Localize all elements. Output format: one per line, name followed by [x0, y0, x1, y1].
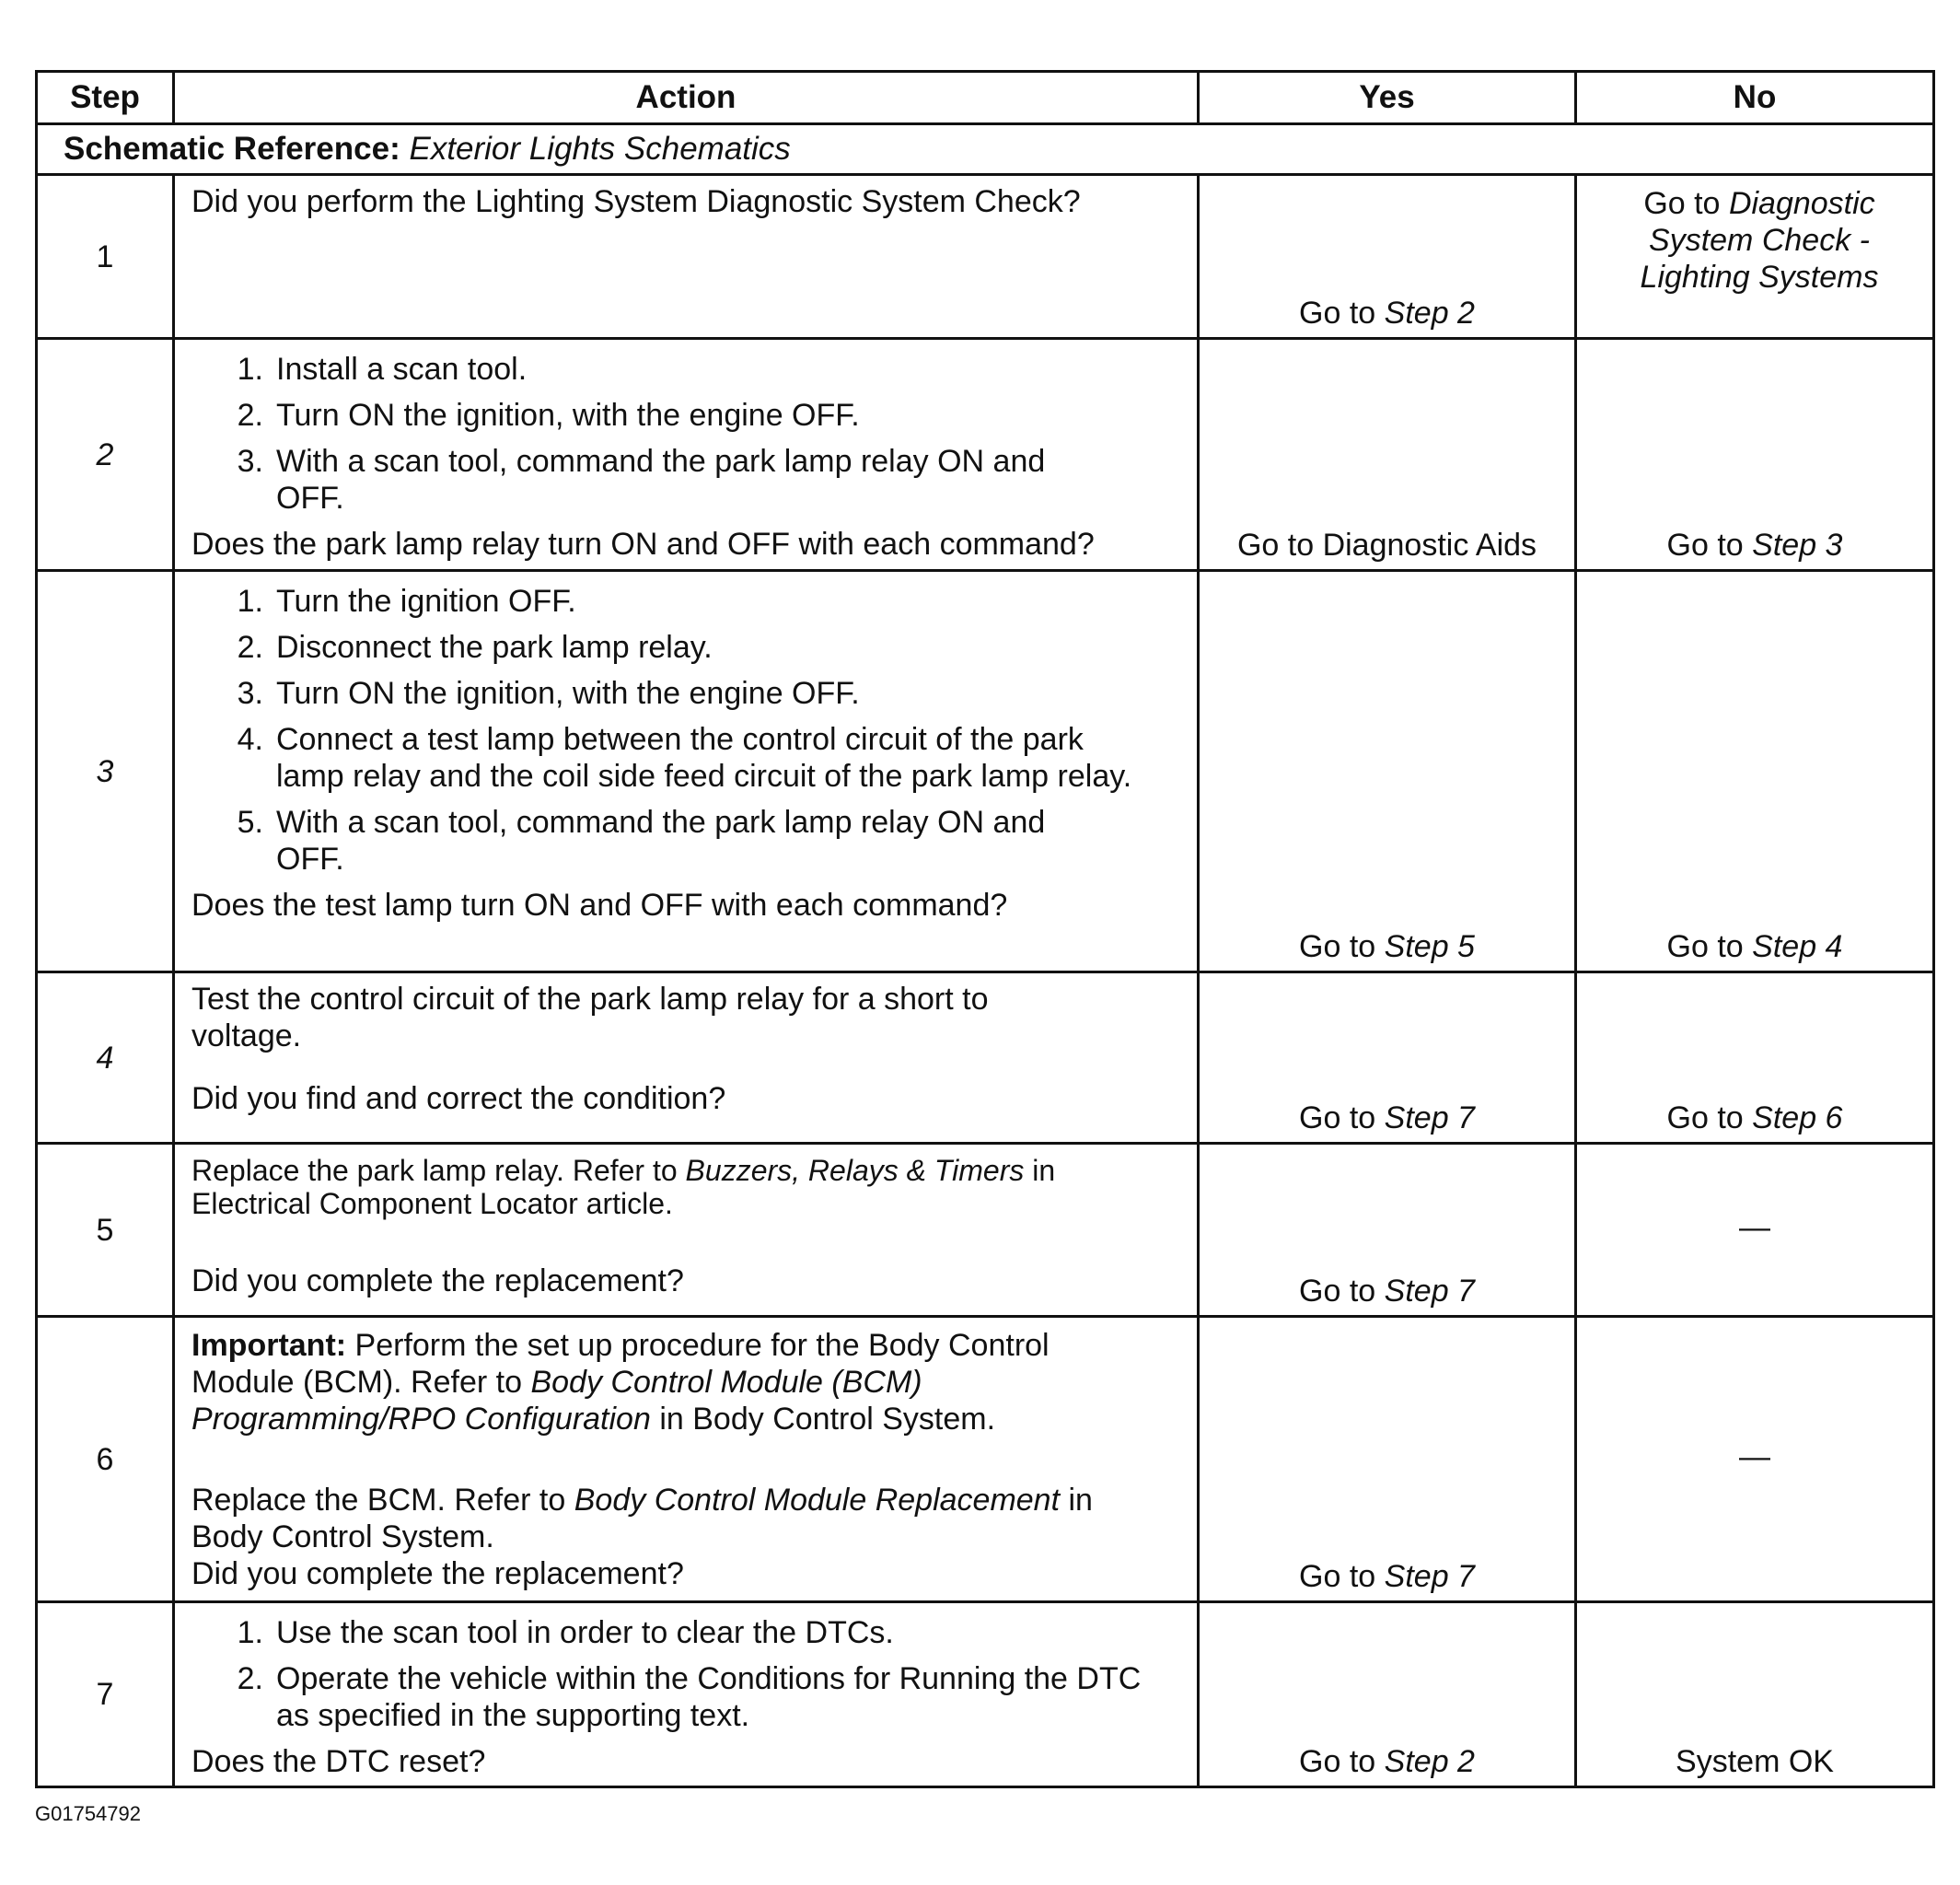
action-text: Replace the BCM. Refer to Body Control Module Replacement in Body Control System. [191, 1483, 1093, 1554]
table-row [37, 175, 1934, 339]
important-note: Important: Perform the set up procedure for the Body Control Module (BCM). Refer to Body Control Module (BCM) Programming/RPO Configuration in Body Control System. [191, 1328, 1050, 1437]
yes-link[interactable]: Step 2 [1384, 1744, 1475, 1779]
diagnostic-table [35, 70, 1935, 1788]
no-link[interactable]: Step 3 [1752, 528, 1843, 563]
action-steps-list [191, 1614, 1178, 1734]
no-cell [1576, 175, 1934, 339]
no-cell: — [1576, 1317, 1934, 1602]
action-cell [174, 972, 1199, 1144]
action-steps-list [191, 583, 1178, 878]
list-item: 1. Turn the ignition OFF. [237, 584, 576, 619]
schematic-reference-link[interactable]: Exterior Lights Schematics [409, 131, 791, 167]
reference-link[interactable]: Body Control Module Replacement [574, 1483, 1061, 1518]
yes-cell [1199, 1602, 1576, 1787]
list-item: 2. Operate the vehicle within the Conditions for Running the DTC as specified in the supporting text. [237, 1661, 1142, 1733]
no-link[interactable]: Step 4 [1752, 929, 1843, 964]
list-item: 1. Use the scan tool in order to clear the DTCs. [237, 1615, 894, 1650]
header-no: No [1576, 72, 1934, 124]
action-cell [174, 1602, 1199, 1787]
list-item: 2. Disconnect the park lamp relay. [237, 630, 713, 665]
no-link[interactable]: Diagnostic System Check - Lighting Systems [1640, 186, 1879, 295]
yes-cell [1199, 175, 1576, 339]
question-text: Did you complete the replacement? [191, 1263, 684, 1298]
list-item: 4. Connect a test lamp between the control circuit of the park lamp relay and the coil side feed circuit of the park lamp relay. [237, 722, 1132, 794]
schematic-reference-label: Schematic Reference: [64, 131, 400, 167]
schematic-reference [37, 124, 1934, 175]
header-step: Step [37, 72, 174, 124]
step-number: 5 [37, 1144, 174, 1317]
yes-prefix: Go to [1299, 1100, 1376, 1135]
step-number: 1 [37, 175, 174, 339]
yes-cell [1199, 339, 1576, 571]
action-cell [174, 175, 1199, 339]
action-cell [174, 339, 1199, 571]
question-text: Did you find and correct the condition? [191, 1081, 726, 1116]
yes-link[interactable]: Step 5 [1384, 929, 1475, 964]
yes-prefix: Go to [1299, 1274, 1376, 1309]
yes-cell [1199, 972, 1576, 1144]
no-prefix: Go to [1666, 929, 1744, 964]
header-action: Action [174, 72, 1199, 124]
action-cell [174, 571, 1199, 972]
yes-link[interactable]: Go to Diagnostic Aids [1236, 528, 1537, 563]
table-row [37, 571, 1934, 972]
action-text: Replace the park lamp relay. Refer to Buzzers, Relays & Timers in Electrical Component Locator article. [191, 1154, 1056, 1220]
no-cell: — [1576, 1144, 1934, 1317]
yes-prefix: Go to [1299, 296, 1376, 331]
list-item: 2. Turn ON the ignition, with the engine OFF. [237, 398, 860, 433]
yes-link[interactable]: Step 7 [1384, 1559, 1475, 1594]
table-row [37, 339, 1934, 571]
yes-cell [1199, 571, 1576, 972]
step-number: 3 [37, 571, 174, 972]
list-item: 3. Turn ON the ignition, with the engine OFF. [237, 676, 860, 711]
no-link[interactable]: Step 6 [1752, 1100, 1843, 1135]
no-cell [1576, 972, 1934, 1144]
step-number: 2 [37, 339, 174, 571]
no-prefix: Go to [1666, 528, 1744, 563]
action-cell [174, 1317, 1199, 1602]
schematic-reference-row [37, 124, 1934, 175]
table-header-row [37, 72, 1934, 124]
question-text: Does the test lamp turn ON and OFF with each command? [191, 888, 1008, 923]
list-item: 5. With a scan tool, command the park lamp relay ON and OFF. [237, 805, 1046, 877]
reference-link[interactable]: Buzzers, Relays & Timers [685, 1154, 1025, 1187]
no-cell [1576, 571, 1934, 972]
table-row [37, 1602, 1934, 1787]
table-row [37, 1317, 1934, 1602]
yes-prefix: Go to [1299, 1744, 1376, 1779]
yes-prefix: Go to [1299, 929, 1376, 964]
question-text: Did you perform the Lighting System Diagnostic System Check? [191, 184, 1081, 219]
list-item: 3. With a scan tool, command the park lamp relay ON and OFF. [237, 444, 1046, 516]
yes-cell [1199, 1317, 1576, 1602]
yes-prefix: Go to [1299, 1559, 1376, 1594]
action-steps-list [191, 351, 1178, 517]
list-item: 1. Install a scan tool. [237, 352, 528, 387]
step-number: 4 [37, 972, 174, 1144]
action-cell [174, 1144, 1199, 1317]
header-yes: Yes [1199, 72, 1576, 124]
reference-link[interactable]: Body Control Module (BCM) Programming/RPO Configuration [191, 1365, 922, 1437]
question-text: Did you complete the replacement? [191, 1556, 684, 1591]
no-cell: System OK [1576, 1602, 1934, 1787]
figure-id: G01754792 [35, 1802, 141, 1825]
yes-link[interactable]: Step 7 [1384, 1100, 1475, 1135]
table-row [37, 972, 1934, 1144]
step-number: 7 [37, 1602, 174, 1787]
step-number: 6 [37, 1317, 174, 1602]
no-prefix: Go to [1666, 1100, 1744, 1135]
question-text: Does the park lamp relay turn ON and OFF with each command? [191, 527, 1095, 562]
no-prefix: Go to [1643, 186, 1721, 221]
action-text: Test the control circuit of the park lamp relay for a short to voltage. [191, 982, 989, 1053]
no-cell [1576, 339, 1934, 571]
yes-link[interactable]: Step 2 [1384, 296, 1475, 331]
table-row [37, 1144, 1934, 1317]
yes-cell [1199, 1144, 1576, 1317]
yes-link[interactable]: Step 7 [1384, 1274, 1475, 1309]
important-label: Important: [191, 1328, 347, 1363]
question-text: Does the DTC reset? [191, 1744, 486, 1779]
